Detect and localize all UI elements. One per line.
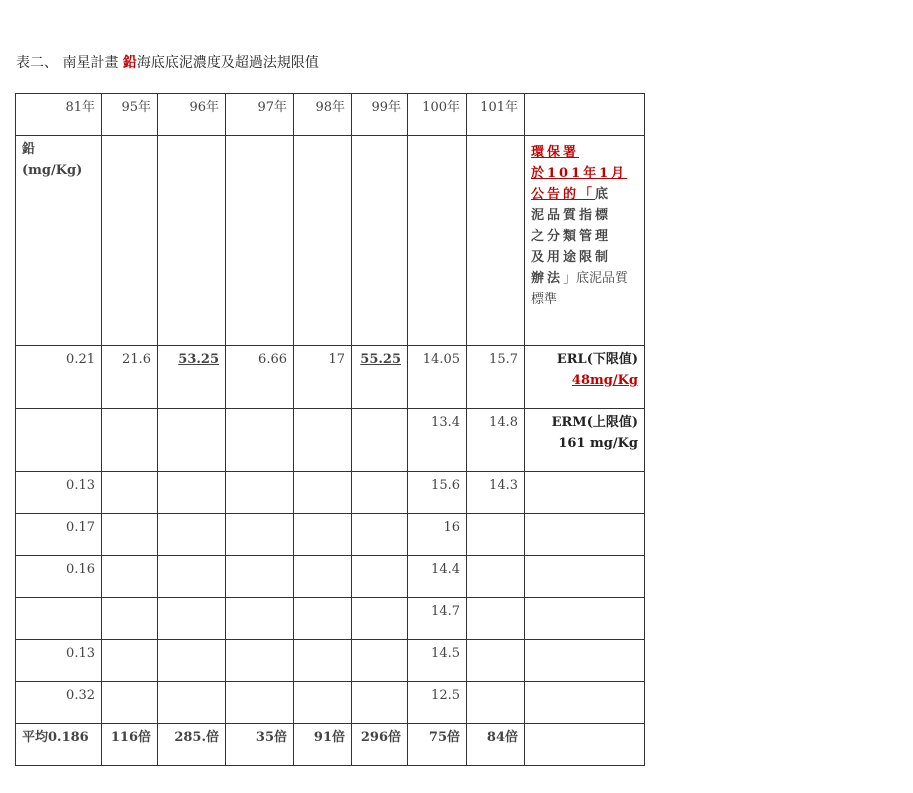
empty-cell (102, 136, 158, 346)
value-cell: 15.7 (467, 346, 525, 409)
standard-line-7b: 」底泥品質標準 (531, 271, 629, 307)
standard-line-5: 之分類管理 (531, 229, 612, 244)
table-row (16, 514, 645, 556)
value-cell (16, 409, 102, 472)
value-cell (294, 409, 352, 472)
empty-cell (525, 724, 645, 766)
standard-line-7a: 辦法 (531, 271, 564, 286)
empty-cell (158, 136, 226, 346)
standard-line-2: 於101年1月 (531, 166, 628, 181)
caption-highlight: 鉛 (122, 55, 137, 71)
value-cell (467, 640, 525, 682)
value-cell (226, 472, 294, 514)
value-cell (352, 472, 408, 514)
value-cell (102, 556, 158, 598)
value-cell (467, 556, 525, 598)
summary-multiple: 116倍 (102, 724, 158, 766)
header-empty (525, 94, 645, 136)
summary-average: 平均0.186 (16, 724, 102, 766)
value-cell (352, 556, 408, 598)
value-cell: 14.4 (408, 556, 467, 598)
header-year: 101年 (467, 94, 525, 136)
table-row (16, 409, 645, 472)
value-cell: 13.4 (408, 409, 467, 472)
erm-note (525, 409, 645, 472)
value-cell (158, 682, 226, 724)
empty-cell (226, 136, 294, 346)
value-cell: 14.3 (467, 472, 525, 514)
header-year: 81年 (16, 94, 102, 136)
lead-label-row (16, 136, 645, 346)
value-cell (294, 556, 352, 598)
empty-cell (467, 136, 525, 346)
standard-note (525, 136, 645, 346)
value-cell: 0.32 (16, 682, 102, 724)
value-cell (158, 514, 226, 556)
table-row (16, 640, 645, 682)
erl-note (525, 346, 645, 409)
value-cell-exceeds: 55.25 (352, 346, 408, 409)
header-row (16, 94, 645, 136)
value-cell (158, 598, 226, 640)
value-cell (294, 472, 352, 514)
caption-prefix: 表二、 南星計畫 (16, 55, 123, 71)
header-year: 97年 (226, 94, 294, 136)
value-cell: 14.8 (467, 409, 525, 472)
value-cell (226, 682, 294, 724)
empty-cell (525, 556, 645, 598)
header-year: 96年 (158, 94, 226, 136)
header-year: 99年 (352, 94, 408, 136)
erm-label: ERM(上限值) (551, 415, 638, 430)
table-row (16, 598, 645, 640)
empty-cell (525, 640, 645, 682)
value-cell (158, 472, 226, 514)
value-cell (352, 514, 408, 556)
value-cell-exceeds: 53.25 (158, 346, 226, 409)
standard-line-6: 及用途限制 (531, 250, 612, 265)
value-cell: 6.66 (226, 346, 294, 409)
value-cell (102, 598, 158, 640)
value-cell (226, 556, 294, 598)
empty-cell (408, 136, 467, 346)
lead-unit-label: 鉛(mg/Kg) (16, 136, 102, 346)
summary-multiple-highlight: 296倍 (352, 724, 408, 766)
standard-line-3a: 公告的「 (531, 187, 596, 202)
value-cell (294, 514, 352, 556)
summary-multiple: 75倍 (408, 724, 467, 766)
summary-row (16, 724, 645, 766)
empty-cell (352, 136, 408, 346)
value-cell (158, 640, 226, 682)
summary-multiple: 84倍 (467, 724, 525, 766)
value-cell: 14.05 (408, 346, 467, 409)
value-cell (102, 409, 158, 472)
value-cell: 14.5 (408, 640, 467, 682)
empty-cell (525, 472, 645, 514)
value-cell: 12.5 (408, 682, 467, 724)
summary-multiple: 91倍 (294, 724, 352, 766)
value-cell (352, 682, 408, 724)
value-cell (102, 472, 158, 514)
header-year: 100年 (408, 94, 467, 136)
value-cell (226, 514, 294, 556)
value-cell (294, 682, 352, 724)
value-cell (352, 640, 408, 682)
value-cell: 0.17 (16, 514, 102, 556)
summary-multiple: 35倍 (226, 724, 294, 766)
empty-cell (525, 598, 645, 640)
value-cell: 0.21 (16, 346, 102, 409)
value-cell: 17 (294, 346, 352, 409)
erl-label: ERL(下限值) (556, 352, 638, 367)
erm-value: 161 mg/Kg (558, 436, 638, 451)
table-row (16, 682, 645, 724)
lead-concentration-table (15, 93, 645, 766)
value-cell (102, 514, 158, 556)
value-cell (102, 682, 158, 724)
caption-suffix: 海底底泥濃度及超過法規限值 (136, 55, 319, 71)
value-cell (467, 598, 525, 640)
table-row (16, 556, 645, 598)
value-cell (158, 409, 226, 472)
value-cell (294, 598, 352, 640)
value-cell (352, 409, 408, 472)
standard-line-1: 環保署 (531, 145, 580, 160)
table-row (16, 472, 645, 514)
value-cell (226, 598, 294, 640)
value-cell: 0.16 (16, 556, 102, 598)
empty-cell (525, 514, 645, 556)
value-cell (467, 682, 525, 724)
value-cell (294, 640, 352, 682)
value-cell (102, 640, 158, 682)
value-cell: 21.6 (102, 346, 158, 409)
value-cell: 14.7 (408, 598, 467, 640)
value-cell: 0.13 (16, 472, 102, 514)
value-cell (467, 514, 525, 556)
value-cell (226, 640, 294, 682)
value-cell (226, 409, 294, 472)
header-year: 95年 (102, 94, 158, 136)
value-cell (352, 598, 408, 640)
value-cell (158, 556, 226, 598)
table-row (16, 346, 645, 409)
standard-line-3b: 底 (595, 187, 612, 202)
value-cell: 16 (408, 514, 467, 556)
standard-line-4: 泥品質指標 (531, 208, 612, 223)
value-cell (16, 598, 102, 640)
erl-value: 48mg/Kg (571, 373, 638, 388)
header-year: 98年 (294, 94, 352, 136)
empty-cell (294, 136, 352, 346)
summary-multiple-highlight: 285.倍 (158, 724, 226, 766)
empty-cell (525, 682, 645, 724)
value-cell: 15.6 (408, 472, 467, 514)
table-caption (16, 52, 319, 72)
value-cell: 0.13 (16, 640, 102, 682)
